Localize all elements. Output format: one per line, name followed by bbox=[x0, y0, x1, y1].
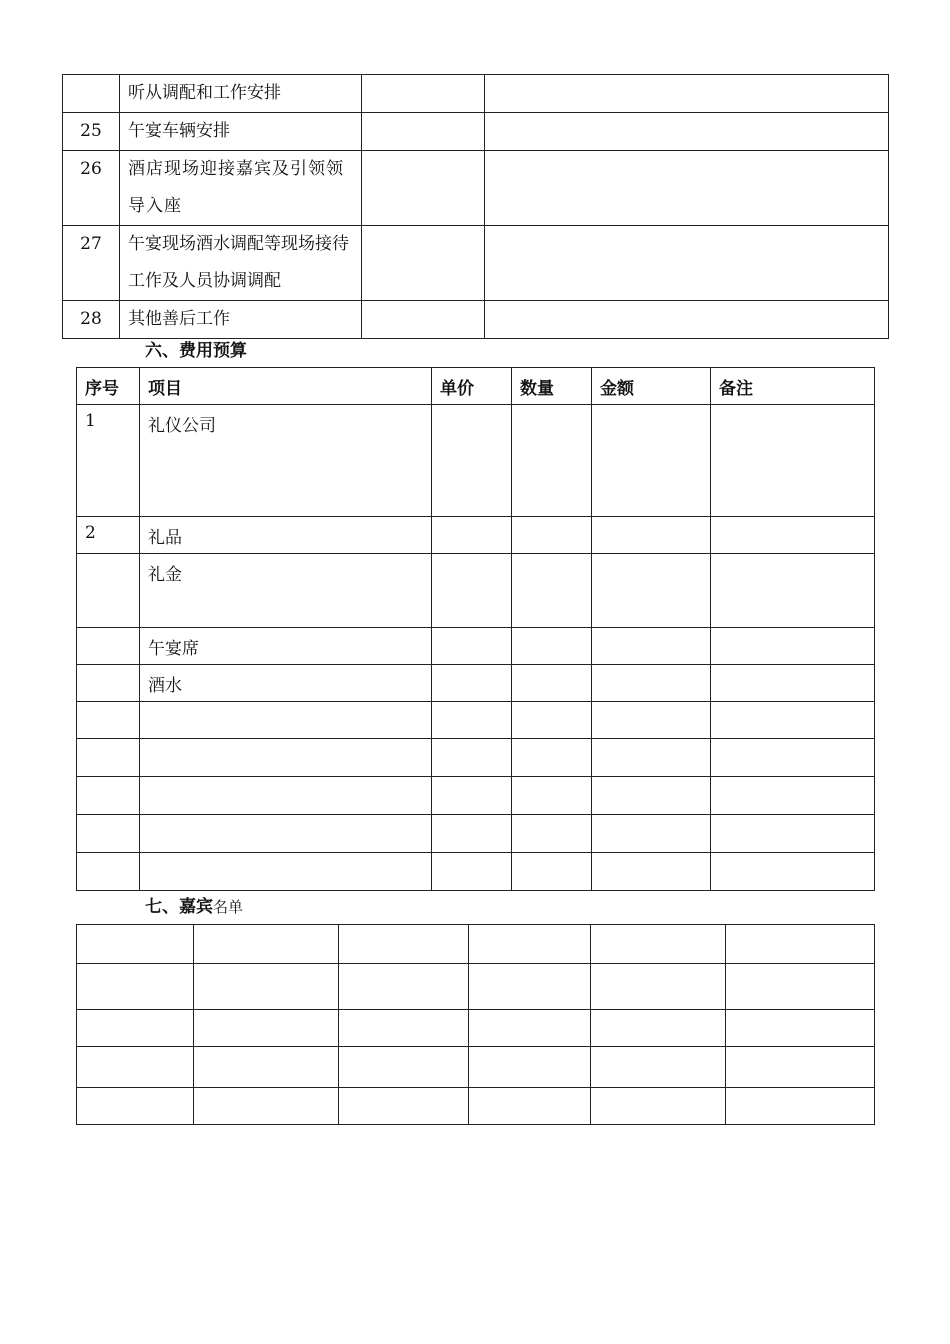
guest-cell bbox=[194, 925, 339, 964]
budget-cell bbox=[432, 702, 512, 739]
task-item: 午宴现场酒水调配等现场接待工作及人员协调调配 bbox=[120, 226, 362, 301]
budget-cell bbox=[592, 702, 711, 739]
task-no bbox=[63, 75, 120, 113]
task-cell bbox=[485, 75, 889, 113]
table-row bbox=[77, 853, 875, 891]
budget-cell bbox=[512, 739, 592, 777]
task-cell bbox=[362, 301, 485, 339]
budget-cell bbox=[77, 665, 140, 702]
guest-cell bbox=[591, 1010, 726, 1047]
budget-heading: 六、费用预算 bbox=[145, 341, 247, 361]
guest-cell bbox=[591, 925, 726, 964]
col-header-qty: 数量 bbox=[512, 368, 592, 405]
guest-heading bbox=[145, 892, 243, 917]
budget-cell bbox=[592, 554, 711, 628]
guest-cell bbox=[339, 1088, 469, 1125]
budget-cell: 礼金 bbox=[140, 554, 432, 628]
budget-cell bbox=[140, 777, 432, 815]
task-cell bbox=[485, 301, 889, 339]
table-row bbox=[77, 405, 875, 517]
task-no: 28 bbox=[63, 301, 120, 339]
guest-cell bbox=[726, 1010, 875, 1047]
budget-cell bbox=[711, 739, 875, 777]
table-row bbox=[77, 964, 875, 1010]
guest-cell bbox=[339, 925, 469, 964]
guest-cell bbox=[339, 964, 469, 1010]
guest-cell bbox=[194, 964, 339, 1010]
budget-cell bbox=[711, 405, 875, 517]
guest-cell bbox=[469, 964, 591, 1010]
budget-cell bbox=[77, 815, 140, 853]
task-item: 午宴车辆安排 bbox=[120, 113, 362, 151]
budget-cell: 午宴席 bbox=[140, 628, 432, 665]
budget-cell bbox=[77, 739, 140, 777]
col-header-item: 项目 bbox=[140, 368, 432, 405]
table-row bbox=[63, 113, 889, 151]
budget-cell bbox=[512, 554, 592, 628]
guest-cell bbox=[469, 1010, 591, 1047]
task-no: 26 bbox=[63, 151, 120, 226]
task-cell bbox=[485, 151, 889, 226]
task-cell bbox=[362, 75, 485, 113]
budget-cell bbox=[592, 517, 711, 554]
table-row bbox=[77, 628, 875, 665]
guest-cell bbox=[726, 964, 875, 1010]
budget-cell bbox=[711, 554, 875, 628]
budget-cell bbox=[432, 405, 512, 517]
col-header-price: 单价 bbox=[432, 368, 512, 405]
guest-cell bbox=[591, 964, 726, 1010]
budget-cell bbox=[432, 665, 512, 702]
guest-cell bbox=[591, 1047, 726, 1088]
budget-cell bbox=[140, 853, 432, 891]
guest-table bbox=[76, 924, 875, 1125]
guest-heading-normal: 名单 bbox=[213, 898, 244, 916]
budget-cell: 酒水 bbox=[140, 665, 432, 702]
budget-cell bbox=[592, 628, 711, 665]
table-row bbox=[77, 1088, 875, 1125]
budget-cell bbox=[512, 665, 592, 702]
guest-cell bbox=[726, 925, 875, 964]
budget-cell bbox=[77, 853, 140, 891]
budget-cell bbox=[140, 739, 432, 777]
guest-cell bbox=[77, 1088, 194, 1125]
budget-cell bbox=[432, 739, 512, 777]
table-row bbox=[77, 517, 875, 554]
table-row bbox=[77, 815, 875, 853]
task-item: 酒店现场迎接嘉宾及引领领导入座 bbox=[120, 151, 362, 226]
guest-cell bbox=[77, 925, 194, 964]
budget-cell bbox=[512, 853, 592, 891]
guest-cell bbox=[469, 925, 591, 964]
guest-cell bbox=[77, 1010, 194, 1047]
budget-cell bbox=[512, 628, 592, 665]
guest-cell bbox=[194, 1010, 339, 1047]
table-row bbox=[63, 151, 889, 226]
col-header-remark: 备注 bbox=[711, 368, 875, 405]
table-header-row bbox=[77, 368, 875, 405]
budget-cell bbox=[711, 665, 875, 702]
budget-cell bbox=[592, 777, 711, 815]
task-cell bbox=[485, 226, 889, 301]
task-cell bbox=[362, 226, 485, 301]
budget-cell bbox=[512, 405, 592, 517]
guest-cell bbox=[339, 1047, 469, 1088]
guest-cell bbox=[77, 964, 194, 1010]
budget-cell bbox=[592, 853, 711, 891]
budget-cell: 1 bbox=[77, 405, 140, 517]
table-row bbox=[77, 554, 875, 628]
guest-cell bbox=[194, 1088, 339, 1125]
budget-cell bbox=[77, 628, 140, 665]
guest-cell bbox=[726, 1047, 875, 1088]
budget-table bbox=[76, 367, 875, 891]
guest-heading-bold: 七、嘉宾 bbox=[145, 897, 213, 917]
budget-cell bbox=[592, 739, 711, 777]
budget-cell bbox=[711, 628, 875, 665]
budget-cell bbox=[711, 517, 875, 554]
guest-cell bbox=[77, 1047, 194, 1088]
col-header-amount: 金额 bbox=[592, 368, 711, 405]
table-row bbox=[77, 665, 875, 702]
guest-cell bbox=[339, 1010, 469, 1047]
budget-cell: 礼品 bbox=[140, 517, 432, 554]
budget-cell bbox=[77, 777, 140, 815]
table-row bbox=[77, 702, 875, 739]
budget-cell bbox=[592, 665, 711, 702]
table-row bbox=[77, 925, 875, 964]
budget-cell bbox=[140, 815, 432, 853]
budget-cell bbox=[432, 628, 512, 665]
task-no: 27 bbox=[63, 226, 120, 301]
budget-cell bbox=[77, 702, 140, 739]
guest-cell bbox=[726, 1088, 875, 1125]
budget-cell bbox=[432, 517, 512, 554]
table-row bbox=[77, 1047, 875, 1088]
guest-cell bbox=[591, 1088, 726, 1125]
budget-cell bbox=[512, 517, 592, 554]
guest-cell bbox=[469, 1047, 591, 1088]
budget-cell bbox=[711, 777, 875, 815]
budget-cell: 2 bbox=[77, 517, 140, 554]
budget-cell bbox=[592, 815, 711, 853]
budget-cell bbox=[140, 702, 432, 739]
budget-cell: 礼仪公司 bbox=[140, 405, 432, 517]
budget-cell bbox=[432, 853, 512, 891]
task-cell bbox=[485, 113, 889, 151]
budget-cell bbox=[432, 815, 512, 853]
table-row bbox=[77, 739, 875, 777]
col-header-no: 序号 bbox=[77, 368, 140, 405]
budget-cell bbox=[711, 853, 875, 891]
budget-cell bbox=[77, 554, 140, 628]
budget-cell bbox=[512, 702, 592, 739]
budget-cell bbox=[512, 777, 592, 815]
task-no: 25 bbox=[63, 113, 120, 151]
guest-cell bbox=[194, 1047, 339, 1088]
budget-cell bbox=[592, 405, 711, 517]
task-cell bbox=[362, 151, 485, 226]
budget-cell bbox=[512, 815, 592, 853]
table-row bbox=[77, 1010, 875, 1047]
budget-cell bbox=[711, 815, 875, 853]
task-item: 听从调配和工作安排 bbox=[120, 75, 362, 113]
budget-cell bbox=[432, 554, 512, 628]
table-row bbox=[63, 226, 889, 301]
budget-cell bbox=[711, 702, 875, 739]
task-table bbox=[62, 74, 889, 339]
table-row bbox=[63, 75, 889, 113]
budget-cell bbox=[432, 777, 512, 815]
task-cell bbox=[362, 113, 485, 151]
table-row bbox=[63, 301, 889, 339]
task-item: 其他善后工作 bbox=[120, 301, 362, 339]
table-row bbox=[77, 777, 875, 815]
guest-cell bbox=[469, 1088, 591, 1125]
